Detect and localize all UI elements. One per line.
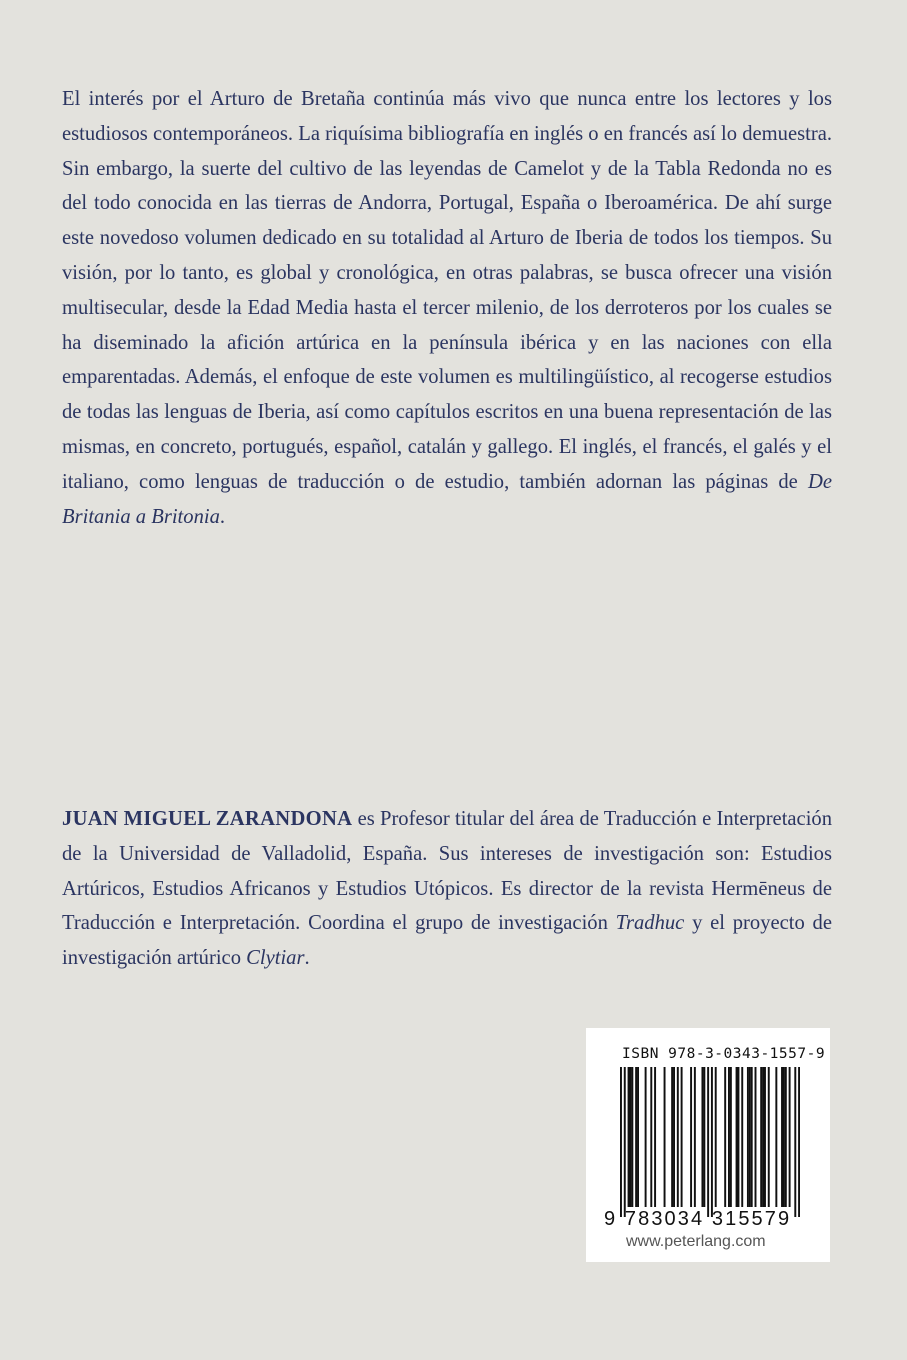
barcode-bar xyxy=(677,1067,679,1207)
barcode-bar xyxy=(690,1067,692,1207)
barcode-box xyxy=(586,1028,830,1262)
barcode-bar xyxy=(724,1067,726,1207)
barcode-bar xyxy=(736,1067,738,1207)
barcode-bar xyxy=(789,1067,791,1207)
research-group: Tradhuc xyxy=(615,912,685,935)
barcode-bar xyxy=(703,1067,705,1207)
back-cover-blurb xyxy=(62,82,832,534)
barcode-bar xyxy=(650,1067,652,1207)
barcode-bar xyxy=(728,1067,730,1207)
barcode-bar xyxy=(755,1067,757,1207)
barcode-bar xyxy=(751,1067,753,1207)
barcode-bar xyxy=(794,1067,796,1217)
barcode-bar xyxy=(737,1067,739,1207)
barcode-bar xyxy=(664,1067,666,1207)
barcode-bar xyxy=(631,1067,633,1207)
barcode-bar xyxy=(645,1067,647,1207)
barcode-bar xyxy=(624,1067,626,1217)
barcode-bar xyxy=(783,1067,785,1207)
barcode-bar xyxy=(760,1067,762,1207)
barcode-bar xyxy=(654,1067,656,1207)
barcode-bar xyxy=(781,1067,783,1207)
publisher-url: www.peterlang.com xyxy=(626,1233,766,1250)
barcode-bar xyxy=(629,1067,631,1207)
bio-text-2: y el proyecto de investigación artúrico xyxy=(62,912,832,970)
barcode-bar xyxy=(749,1067,751,1207)
bio-text-1: es Profesor titular del área de Traducción e Interpretación de la Universidad de Valladolid, España. Sus intereses de investigación son: Estudios Artúricos, Estudios Africanos y Estudios Utópicos. Es director de la revista Hermēneus de Traducción e Interpretación. Coordina el grupo de investigación xyxy=(62,808,833,935)
barcode-bar xyxy=(637,1067,639,1207)
barcode-bar xyxy=(671,1067,673,1207)
barcode-bar xyxy=(785,1067,787,1207)
barcode-bar xyxy=(762,1067,764,1207)
barcode-bar xyxy=(711,1067,713,1217)
barcode-bar xyxy=(768,1067,770,1207)
barcode-bar xyxy=(694,1067,696,1207)
barcode-bar xyxy=(764,1067,766,1207)
blurb-text: El interés por el Arturo de Bretaña continúa más vivo que nunca entre los lectores y los estudiosos contemporáneos. La riquísima bibliografía en inglés o en francés así lo demuestra. Sin embargo, la suerte del cultivo de las leyendas de Camelot y de la Tabla Redonda no es del todo conocida en las tierras de Andorra, Portugal, España o Iberoamérica. De ahí surge este novedoso volumen dedicado en su totalidad al Arturo de Iberia de todos los tiempos. Su visión, por lo tanto, es global y cronológica, en otras palabras, se busca ofrecer una visión multisecular, desde la Edad Media hasta el tercer milenio, de los derroteros por los cuales se ha diseminado la afición artúrica en la península ibérica y en las naciones con ella emparentadas. Además, el enfoque de este volumen es multilingüístico, al recogerse estudios de todas las lenguas de Iberia, así como capítulos escritos en una buena representación de las mismas, en concreto, portugués, español, catalán y gallego. El inglés, el francés, el galés y el italiano, como lenguas de traducción o de estudio, también adornan las páginas de xyxy=(62,88,832,493)
barcode-bar xyxy=(628,1067,630,1207)
author-bio xyxy=(62,802,832,976)
barcode-bar xyxy=(673,1067,675,1207)
blurb-end: . xyxy=(219,505,226,528)
ean-digits: 9 783034 315579 xyxy=(604,1208,792,1230)
barcode-bar xyxy=(715,1067,717,1207)
barcode-bar xyxy=(681,1067,683,1207)
barcode-bar xyxy=(701,1067,703,1207)
bio-end: . xyxy=(304,947,310,970)
barcode-bar xyxy=(730,1067,732,1207)
barcode-bar xyxy=(775,1067,777,1207)
isbn-label: ISBN 978-3-0343-1557-9 xyxy=(622,1046,826,1062)
research-project: Clytiar xyxy=(246,947,305,970)
barcode-bar xyxy=(741,1067,743,1207)
author-name: JUAN MIGUEL ZARANDONA xyxy=(62,808,353,830)
barcode-bar xyxy=(620,1067,622,1217)
barcode-bar xyxy=(747,1067,749,1207)
barcode-bar xyxy=(707,1067,709,1217)
book-title: De Britania a Britonia xyxy=(62,470,832,528)
barcode-bar xyxy=(798,1067,800,1217)
barcode-bars xyxy=(620,1067,800,1217)
barcode-bar xyxy=(635,1067,637,1207)
